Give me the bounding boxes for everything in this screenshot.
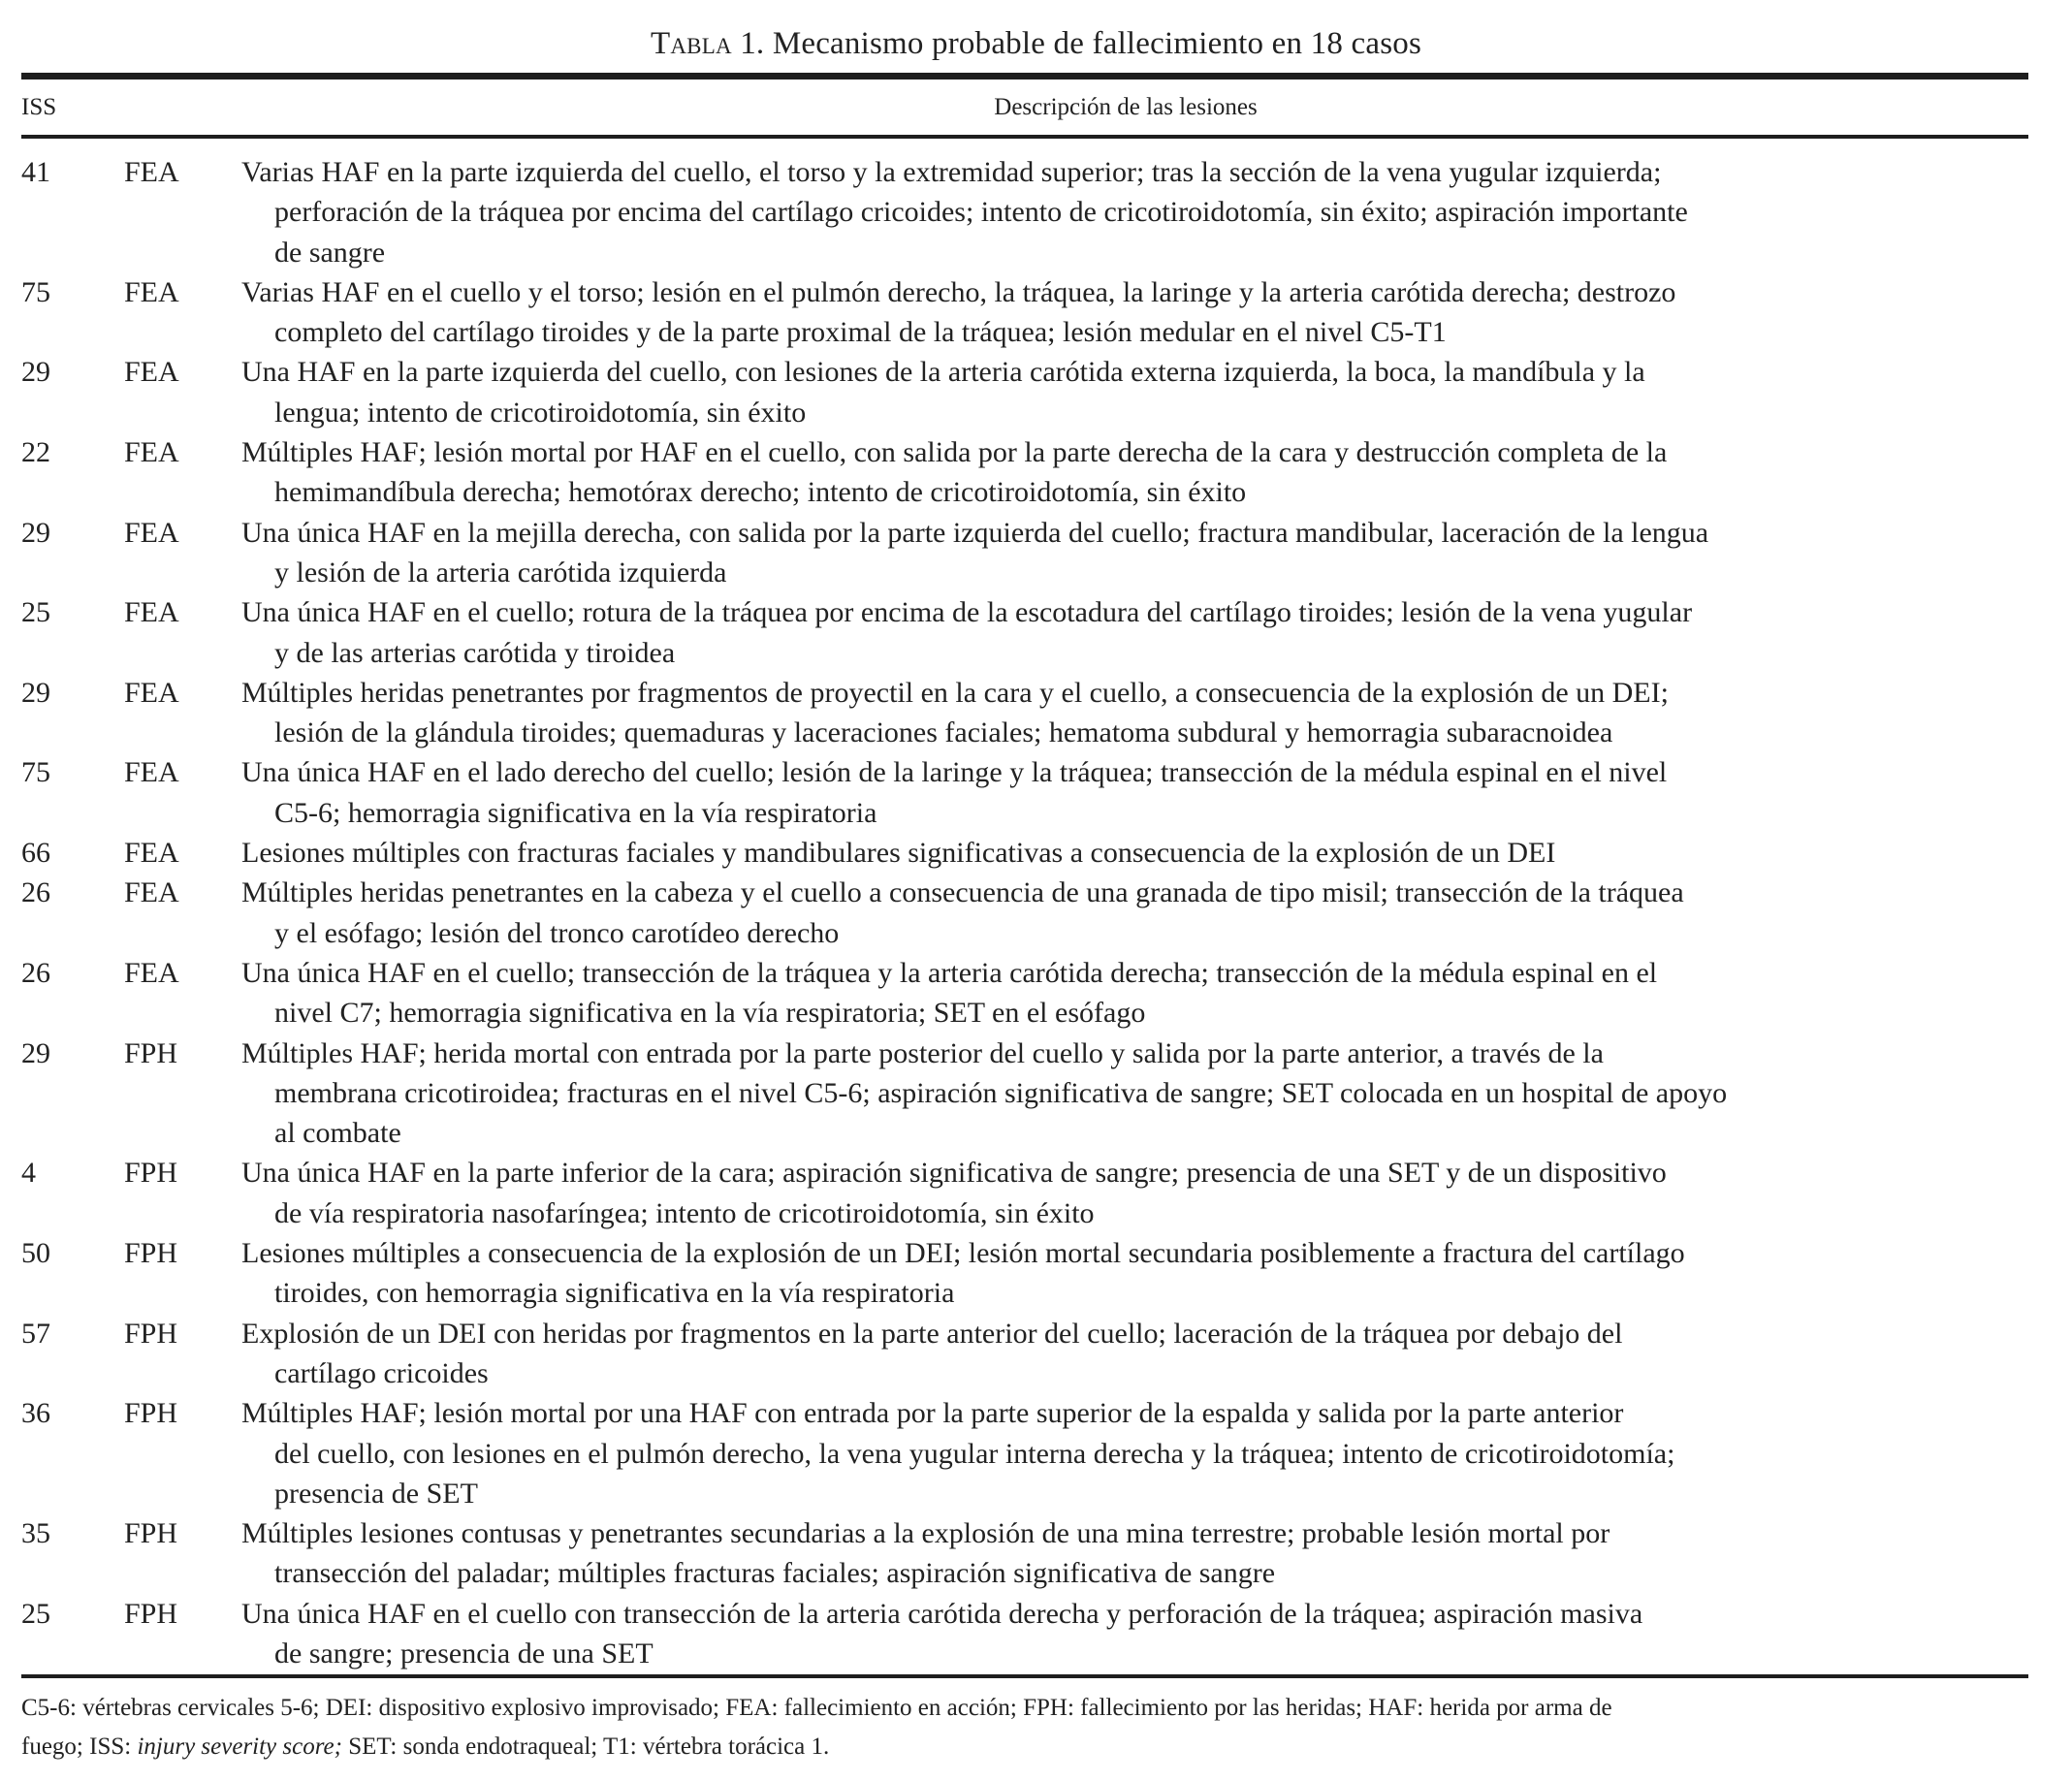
iss-value: 29 <box>21 516 50 549</box>
description-line: lengua; intento de cricotiroidotomía, sin éxito <box>274 396 807 429</box>
table-row <box>21 513 2028 593</box>
death-category: FPH <box>124 1397 178 1430</box>
table-row <box>21 752 2028 833</box>
bottom-rule <box>21 1674 2028 1678</box>
description-line: Una única HAF en el cuello con transección de la arteria carótida derecha y perforación de la tráquea; aspiración masiva <box>241 1597 1643 1630</box>
iss-value: 26 <box>21 876 50 909</box>
description-line: Múltiples lesiones contusas y penetrantes secundarias a la explosión de una mina terrestre; probable lesión mortal por <box>241 1517 1610 1550</box>
table-row <box>21 1594 2028 1674</box>
death-category: FPH <box>124 1237 178 1270</box>
header-rule <box>21 135 2028 139</box>
table-title-text: 1. Mecanismo probable de fallecimiento en 18 casos <box>731 26 1421 61</box>
footnote-line-2 <box>21 1728 2038 1766</box>
description-line: lesión de la glándula tiroides; quemaduras y laceraciones faciales; hematoma subdural y hemorragia subaracnoidea <box>274 716 1613 749</box>
injury-description <box>241 1314 2028 1394</box>
death-category: FEA <box>124 876 179 909</box>
table-row <box>21 873 2028 953</box>
iss-value: 57 <box>21 1317 50 1350</box>
table-row <box>21 833 2028 873</box>
death-category: FPH <box>124 1036 178 1069</box>
injury-description <box>241 1594 2028 1674</box>
death-category: FEA <box>124 275 179 308</box>
description-line: y el esófago; lesión del tronco carotídeo derecho <box>274 916 840 949</box>
description-line: Múltiples HAF; lesión mortal por HAF en el cuello, con salida por la parte derecha de la cara y destrucción completa de la <box>241 436 1668 469</box>
iss-value: 29 <box>21 676 50 709</box>
death-category: FPH <box>124 1597 178 1630</box>
table-row <box>21 432 2028 513</box>
description-line: Múltiples HAF; lesión mortal por una HAF con entrada por la parte superior de la espalda y salida por la parte anterior <box>241 1397 1624 1430</box>
death-category: FPH <box>124 1517 178 1550</box>
death-category: FEA <box>124 516 179 549</box>
iss-value: 22 <box>21 436 50 469</box>
iss-value: 75 <box>21 275 50 308</box>
death-category: FPH <box>124 1317 178 1350</box>
table-title-prefix: Tabla <box>650 26 732 61</box>
description-line: tiroides, con hemorragia significativa en la vía respiratoria <box>274 1277 955 1310</box>
death-category: FEA <box>124 596 179 629</box>
description-line: del cuello, con lesiones en el pulmón derecho, la vena yugular interna derecha y la tráquea; intento de cricotiroidotomía; <box>274 1437 1675 1470</box>
description-line: Varias HAF en la parte izquierda del cuello, el torso y la extremidad superior; tras la sección de la vena yugular izquierda; <box>241 156 1662 188</box>
description-line: Una única HAF en el lado derecho del cuello; lesión de la laringe y la tráquea; transección de la médula espinal en el nivel <box>241 756 1668 789</box>
description-line: Varias HAF en el cuello y el torso; lesión en el pulmón derecho, la tráquea, la laringe y la arteria carótida derecha; destrozo <box>241 275 1676 308</box>
description-line: presencia de SET <box>274 1477 478 1510</box>
injury-description <box>241 592 2028 673</box>
footnote-text: SET: sonda endotraqueal; T1: vértebra torácica 1. <box>341 1733 830 1760</box>
description-line: y lesión de la arteria carótida izquierda <box>274 556 727 588</box>
table-row <box>21 953 2028 1034</box>
description-line: Explosión de un DEI con heridas por fragmentos en la parte anterior del cuello; laceración de la tráquea por debajo del <box>241 1317 1623 1350</box>
description-line: Múltiples heridas penetrantes por fragmentos de proyectil en la cara y el cuello, a consecuencia de la explosión de un DEI; <box>241 676 1669 709</box>
iss-value: 41 <box>21 156 50 188</box>
description-line: Una única HAF en la mejilla derecha, con salida por la parte izquierda del cuello; fractura mandibular, laceración de la lengua <box>241 516 1709 549</box>
footnote-line-1: C5-6: vértebras cervicales 5-6; DEI: dispositivo explosivo improvisado; FEA: fallecimiento en acción; FPH: fallecimiento por las heridas; HAF: herida por arma de <box>21 1695 1612 1721</box>
injury-description <box>241 833 2028 873</box>
death-category: FEA <box>124 436 179 469</box>
death-category: FEA <box>124 356 179 389</box>
description-line: Múltiples heridas penetrantes en la cabeza y el cuello a consecuencia de una granada de tipo misil; transección de la tráquea <box>241 876 1684 909</box>
injury-description <box>241 673 2028 753</box>
injury-description <box>241 1513 2028 1594</box>
death-category: FEA <box>124 837 179 870</box>
table-footnotes <box>21 1689 2038 1766</box>
description-line: membrana cricotiroidea; fracturas en el nivel C5-6; aspiración significativa de sangre; SET colocada en un hospital de apoyo <box>274 1076 1728 1109</box>
description-line: transección del paladar; múltiples fracturas faciales; aspiración significativa de sangre <box>274 1557 1276 1590</box>
column-header-iss: ISS <box>21 94 57 120</box>
iss-value: 25 <box>21 596 50 629</box>
iss-value: 29 <box>21 356 50 389</box>
footnote-text: fuego; ISS: <box>21 1733 138 1760</box>
table-row <box>21 1153 2028 1233</box>
injury-description <box>241 432 2028 513</box>
table-row <box>21 592 2028 673</box>
injury-description <box>241 152 2028 272</box>
table-row <box>21 1393 2028 1513</box>
footnote-italic-text: injury severity score; <box>137 1733 342 1760</box>
description-line: nivel C7; hemorragia significativa en la vía respiratoria; SET en el esófago <box>274 997 1146 1030</box>
injury-description <box>241 1034 2028 1154</box>
table-row <box>21 272 2028 353</box>
iss-value: 66 <box>21 837 50 870</box>
injury-description <box>241 1393 2028 1513</box>
injury-description <box>241 873 2028 953</box>
death-category: FPH <box>124 1157 178 1190</box>
table-row <box>21 1513 2028 1594</box>
iss-value: 50 <box>21 1237 50 1270</box>
table-row <box>21 1034 2028 1154</box>
description-line: de sangre <box>274 236 386 269</box>
description-line: completo del cartílago tiroides y de la parte proximal de la tráquea; lesión medular en el nivel C5-T1 <box>274 316 1447 349</box>
death-category: FEA <box>124 676 179 709</box>
iss-value: 35 <box>21 1517 50 1550</box>
column-header-description: Descripción de las lesiones <box>994 94 1258 120</box>
description-line: Una única HAF en el cuello; transección de la tráquea y la arteria carótida derecha; transección de la médula espinal en el <box>241 956 1658 989</box>
iss-value: 36 <box>21 1397 50 1430</box>
injury-description <box>241 953 2028 1034</box>
description-line: Una única HAF en el cuello; rotura de la tráquea por encima de la escotadura del cartílago tiroides; lesión de la vena yugular <box>241 596 1693 629</box>
iss-value: 26 <box>21 956 50 989</box>
description-line: Una HAF en la parte izquierda del cuello, con lesiones de la arteria carótida externa izquierda, la boca, la mandíbula y la <box>241 356 1645 389</box>
injury-description <box>241 272 2028 353</box>
injury-description <box>241 752 2028 833</box>
table-row <box>21 352 2028 432</box>
description-line: Lesiones múltiples a consecuencia de la explosión de un DEI; lesión mortal secundaria posiblemente a fractura del cartílago <box>241 1237 1685 1270</box>
description-line: y de las arterias carótida y tiroidea <box>274 636 676 669</box>
description-line: Una única HAF en la parte inferior de la cara; aspiración significativa de sangre; presencia de una SET y de un dispositivo <box>241 1157 1667 1190</box>
description-line: cartílago cricoides <box>274 1356 489 1389</box>
table-row <box>21 152 2028 272</box>
description-line: C5-6; hemorragia significativa en la vía respiratoria <box>274 796 877 829</box>
table-body <box>21 152 2028 1673</box>
description-line: de sangre; presencia de una SET <box>274 1637 653 1670</box>
description-line: Lesiones múltiples con fracturas faciales y mandibulares significativas a consecuencia de la explosión de un DEI <box>241 837 1556 870</box>
death-category: FEA <box>124 956 179 989</box>
description-line: hemimandíbula derecha; hemotórax derecho; intento de cricotiroidotomía, sin éxito <box>274 476 1247 509</box>
description-line: al combate <box>274 1117 401 1150</box>
injury-description <box>241 513 2028 593</box>
description-line: de vía respiratoria nasofaríngea; intento de cricotiroidotomía, sin éxito <box>274 1196 1095 1229</box>
iss-value: 4 <box>21 1157 36 1190</box>
injury-description <box>241 1233 2028 1314</box>
table-row <box>21 1314 2028 1394</box>
description-line: Múltiples HAF; herida mortal con entrada por la parte posterior del cuello y salida por la parte anterior, a través de la <box>241 1036 1604 1069</box>
injury-description <box>241 352 2028 432</box>
table-title <box>0 21 2072 66</box>
top-rule <box>21 73 2028 80</box>
iss-value: 25 <box>21 1597 50 1630</box>
injury-description <box>241 1153 2028 1233</box>
table-row <box>21 673 2028 753</box>
death-category: FEA <box>124 756 179 789</box>
iss-value: 29 <box>21 1036 50 1069</box>
table-row <box>21 1233 2028 1314</box>
iss-value: 75 <box>21 756 50 789</box>
description-line: perforación de la tráquea por encima del cartílago cricoides; intento de cricotiroidotomía, sin éxito; aspiración importante <box>274 196 1688 229</box>
death-category: FEA <box>124 156 179 188</box>
